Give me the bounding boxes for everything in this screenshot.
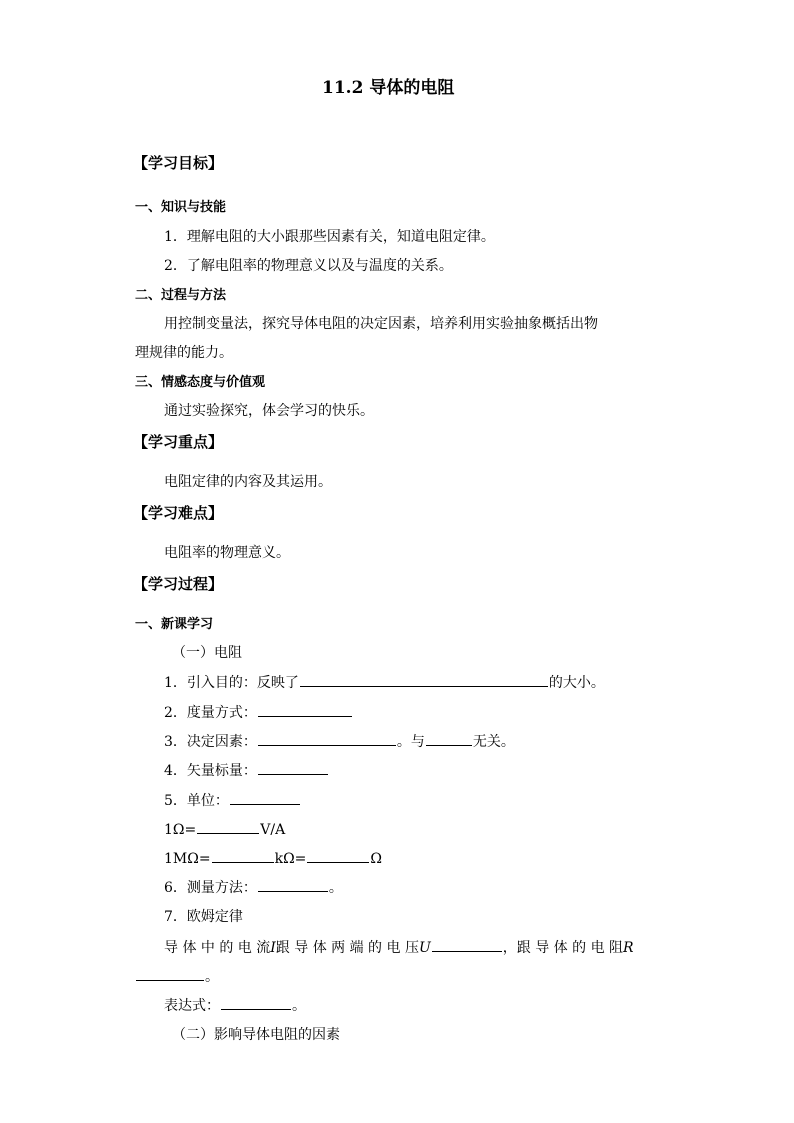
- page-title: 11.2 导体的电阻: [322, 78, 455, 98]
- ohm-law-line-1: [164, 937, 634, 957]
- unit-2-middle: kΩ=: [274, 851, 307, 867]
- process-text-line-1: 用控制变量法，探究导体电阻的决定因素，培养利用实验抽象概括出物: [164, 316, 598, 332]
- knowledge-item-2: 2．了解电阻率的物理意义以及与温度的关系。: [164, 258, 453, 274]
- question-2-label: 2．度量方式：: [164, 705, 257, 721]
- expression-label: 表达式：: [164, 998, 220, 1014]
- expression-line: [164, 995, 306, 1015]
- ohm-text-3: ，跟 导 体 的 电 阻: [502, 940, 624, 956]
- blank-field[interactable]: [258, 731, 396, 746]
- heading-process-method: 二、过程与方法: [135, 288, 227, 303]
- question-4: [164, 760, 329, 780]
- heading-new-lesson: 一、新课学习: [135, 617, 214, 632]
- unit-line-2: [164, 848, 382, 867]
- ohm-symbol-r: R: [623, 940, 634, 956]
- ohm-text-1: 导 体 中 的 电 流: [164, 940, 271, 956]
- blank-field[interactable]: [258, 877, 328, 892]
- ohm-text-2: 跟 导 体 两 端 的 电 压: [275, 940, 419, 956]
- blank-field[interactable]: [212, 848, 274, 863]
- ohm-law-line-2: [135, 966, 219, 986]
- section-learning-process: 【学习过程】: [133, 575, 224, 593]
- ohm-symbol-u: U: [418, 940, 431, 956]
- heading-knowledge: 一、知识与技能: [135, 200, 227, 215]
- expression-suffix: 。: [292, 998, 306, 1014]
- section-difficulties: 【学习难点】: [133, 504, 224, 522]
- question-2: [164, 702, 353, 722]
- question-3-middle: 。与: [396, 734, 425, 750]
- question-1: [164, 672, 605, 692]
- blank-field[interactable]: [230, 790, 300, 805]
- question-3: [164, 731, 515, 751]
- blank-field[interactable]: [221, 995, 291, 1010]
- section-key-points: 【学习重点】: [133, 433, 224, 451]
- question-1-prefix: 1．引入目的：反映了: [164, 675, 299, 691]
- knowledge-item-1: 1．理解电阻的大小跟那些因素有关，知道电阻定律。: [164, 229, 495, 245]
- difficulty-text: 电阻率的物理意义。: [164, 545, 290, 561]
- question-3-suffix: 无关。: [472, 734, 515, 750]
- question-6-suffix: 。: [328, 880, 343, 896]
- blank-field[interactable]: [432, 937, 502, 952]
- question-4-label: 4．矢量标量：: [164, 763, 257, 779]
- question-5-label: 5．单位：: [164, 793, 229, 809]
- question-3-label: 3．决定因素：: [164, 734, 257, 750]
- blank-field[interactable]: [136, 966, 204, 981]
- blank-field[interactable]: [258, 702, 352, 717]
- question-6-label: 6．测量方法：: [164, 880, 257, 896]
- question-5: [164, 790, 301, 810]
- part-two-heading: （二）影响导体电阻的因素: [172, 1027, 340, 1043]
- blank-field[interactable]: [300, 672, 548, 687]
- key-point-text: 电阻定律的内容及其运用。: [164, 474, 332, 490]
- unit-2-prefix: 1MΩ=: [164, 851, 211, 867]
- ohm-symbol-i: I: [270, 940, 276, 956]
- part-one-heading: （一）电阻: [172, 645, 242, 661]
- process-text-line-2: 理规律的能力。: [135, 345, 233, 361]
- question-6: [164, 877, 343, 897]
- unit-1-suffix: V/A: [260, 822, 286, 838]
- unit-1-prefix: 1Ω=: [164, 822, 197, 838]
- section-objectives: 【学习目标】: [133, 154, 224, 172]
- question-7: 7．欧姆定律: [164, 909, 243, 925]
- question-1-suffix: 的大小。: [548, 675, 605, 691]
- attitude-text: 通过实验探究，体会学习的快乐。: [164, 403, 374, 419]
- ohm-text-4: 。: [205, 969, 219, 985]
- unit-line-1: [164, 819, 285, 838]
- blank-field[interactable]: [258, 760, 328, 775]
- heading-attitude: 三、情感态度与价值观: [135, 375, 266, 390]
- blank-field[interactable]: [426, 731, 472, 746]
- blank-field[interactable]: [307, 848, 369, 863]
- blank-field[interactable]: [197, 819, 259, 834]
- unit-2-suffix: Ω: [370, 851, 383, 867]
